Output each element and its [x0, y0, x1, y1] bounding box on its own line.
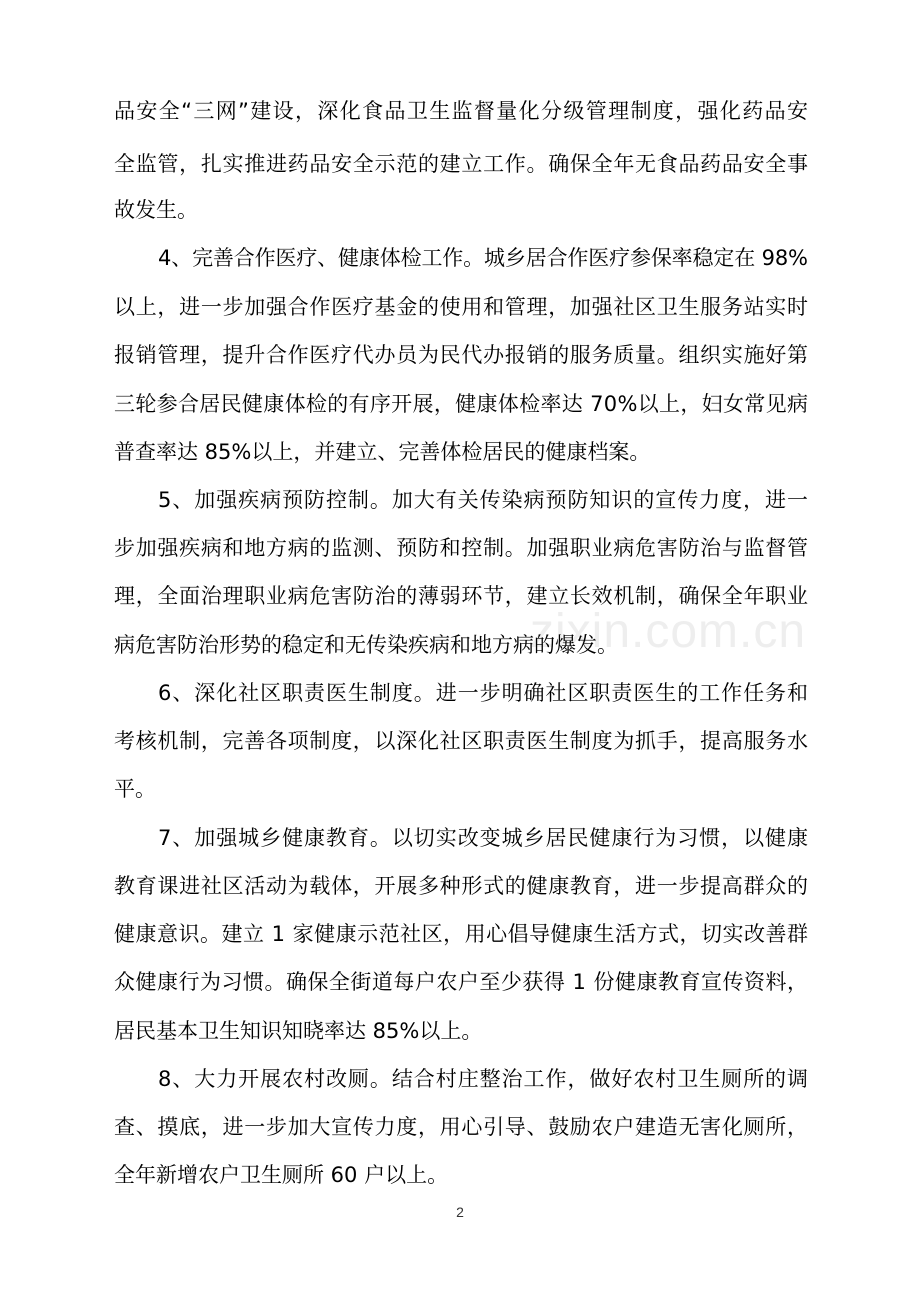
text-line — [0, 434, 920, 470]
text-line-content: 全监管，扎实推进药品安全示范的建立工作。确保全年无食品药品安全事 — [114, 152, 809, 176]
text-line — [0, 1013, 920, 1049]
text-line-content: 居民基本卫生知识知晓率达 85%以上。 — [114, 1019, 483, 1043]
text-line — [0, 868, 920, 904]
text-line-content: 查、摸底，进一步加大宣传力度，用心引导、鼓励农户建造无害化厕所， — [114, 1115, 809, 1139]
text-line-content: 故发生。 — [114, 198, 198, 222]
text-line-content: 理，全面治理职业病危害防治的薄弱环节，建立长效机制，确保全年职业 — [114, 584, 809, 608]
text-line — [0, 1109, 920, 1145]
text-line — [0, 1157, 920, 1193]
text-line — [0, 482, 920, 518]
text-line-content: 众健康行为习惯。确保全街道每户农户至少获得 1 份健康教育宣传资料， — [114, 970, 809, 994]
text-line-content: 7、加强城乡健康教育。以切实改变城乡居民健康行为习惯，以健康 — [158, 826, 809, 850]
text-line — [0, 93, 920, 129]
text-line — [0, 820, 920, 856]
text-line-content: 报销管理，提升合作医疗代办员为民代办报销的服务质量。组织实施好第 — [114, 343, 809, 367]
text-line-content: 三轮参合居民健康体检的有序开展，健康体检率达 70%以上，妇女常见病 — [114, 392, 809, 416]
text-line — [0, 964, 920, 1000]
text-line-content: 5、加强疾病预防控制。加大有关传染病预防知识的宣传力度，进一 — [158, 488, 809, 512]
text-line — [0, 240, 920, 276]
text-line-content: 教育课进社区活动为载体，开展多种形式的健康教育，进一步提高群众的 — [114, 874, 809, 898]
text-line — [0, 916, 920, 952]
text-line-content: 品安全“三网”建设，深化食品卫生监督量化分级管理制度，强化药品安 — [114, 99, 810, 123]
text-line — [0, 1061, 920, 1097]
text-line — [0, 289, 920, 325]
text-line — [0, 146, 920, 182]
text-line-content: 健康意识。建立 1 家健康示范社区，用心倡导健康生活方式，切实改善群 — [114, 922, 809, 946]
text-line — [0, 530, 920, 566]
text-line-content: 全年新增农户卫生厕所 60 户以上。 — [114, 1163, 449, 1187]
text-line-content: 平。 — [114, 777, 156, 801]
text-line — [0, 192, 920, 228]
text-line-content: 以上，进一步加强合作医疗基金的使用和管理，加强社区卫生服务站实时 — [114, 295, 809, 319]
page-number: 2 — [456, 1204, 464, 1220]
text-line-content: 普查率达 85%以上，并建立、完善体检居民的健康档案。 — [114, 440, 651, 464]
text-line-content: 8、大力开展农村改厕。结合村庄整治工作，做好农村卫生厕所的调 — [158, 1067, 809, 1091]
text-line — [0, 386, 920, 422]
text-line — [0, 675, 920, 711]
text-line-content: 6、深化社区职责医生制度。进一步明确社区职责医生的工作任务和 — [158, 681, 809, 705]
text-line — [0, 337, 920, 373]
text-line — [0, 627, 920, 663]
text-line — [0, 723, 920, 759]
text-line — [0, 578, 920, 614]
text-line-content: 4、完善合作医疗、健康体检工作。城乡居合作医疗参保率稳定在 98% — [158, 246, 808, 270]
text-line-content: 步加强疾病和地方病的监测、预防和控制。加强职业病危害防治与监督管 — [114, 536, 809, 560]
watermark-text: zixin.com.cn — [530, 605, 807, 658]
text-line-content: 病危害防治形势的稳定和无传染疾病和地方病的爆发。 — [114, 633, 618, 657]
text-line-content: 考核机制，完善各项制度，以深化社区职责医生制度为抓手，提高服务水 — [114, 729, 809, 753]
text-line — [0, 771, 920, 807]
